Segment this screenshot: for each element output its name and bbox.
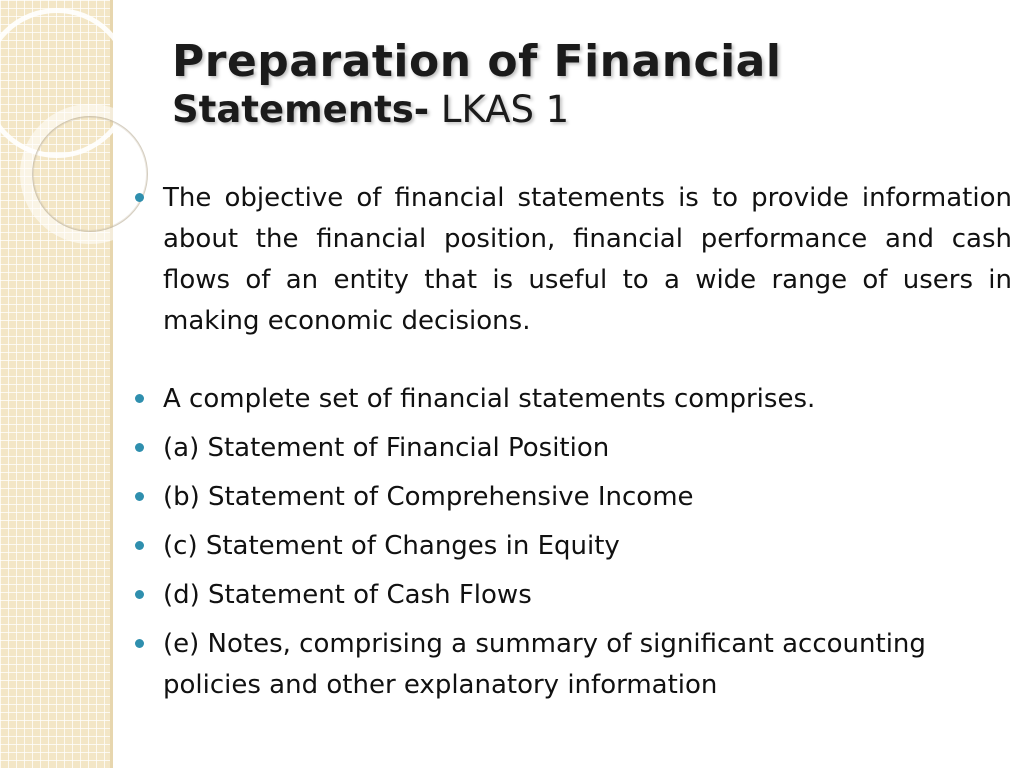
bullet-item-comprehensive-income (132, 477, 1012, 518)
bullet-dot-icon (135, 590, 144, 599)
bullet-list (132, 178, 1012, 706)
bullet-text: (d) Statement of Cash Flows (163, 580, 532, 610)
slide-title (172, 36, 1002, 132)
title-line-2-bold: Statements- (172, 87, 430, 131)
bullet-item-financial-position (132, 428, 1012, 469)
bullet-text: (c) Statement of Changes in Equity (163, 531, 620, 561)
bullet-dot-icon (135, 492, 144, 501)
bullet-item-notes (132, 624, 1012, 706)
bullet-item-changes-in-equity (132, 526, 1012, 567)
bullet-dot-icon (135, 443, 144, 452)
title-line-2 (172, 88, 1002, 132)
bullet-dot-icon (135, 639, 144, 648)
bullet-item-complete-set (132, 379, 1012, 420)
bullet-dot-icon (135, 193, 144, 202)
title-line-1: Preparation of Financial (172, 36, 782, 87)
bullet-item-cash-flows (132, 575, 1012, 616)
bullet-item-objective (132, 178, 1012, 342)
bullet-text: (b) Statement of Comprehensive Income (163, 482, 694, 512)
decorative-ring-inner (32, 116, 148, 232)
bullet-text: (a) Statement of Financial Position (163, 433, 610, 463)
bullet-text: A complete set of financial statements comprises. (163, 384, 816, 414)
bullet-text: The objective of financial statements is to provide information about the financial position, financial performance and cash flows of an entity that is useful to a wide range of users in making economic decisions. (163, 183, 1012, 336)
title-line-2-normal: LKAS 1 (429, 87, 570, 131)
bullet-dot-icon (135, 541, 144, 550)
bullet-dot-icon (135, 394, 144, 403)
bullet-text: (e) Notes, comprising a summary of significant accounting policies and other explanatory information (163, 629, 926, 700)
